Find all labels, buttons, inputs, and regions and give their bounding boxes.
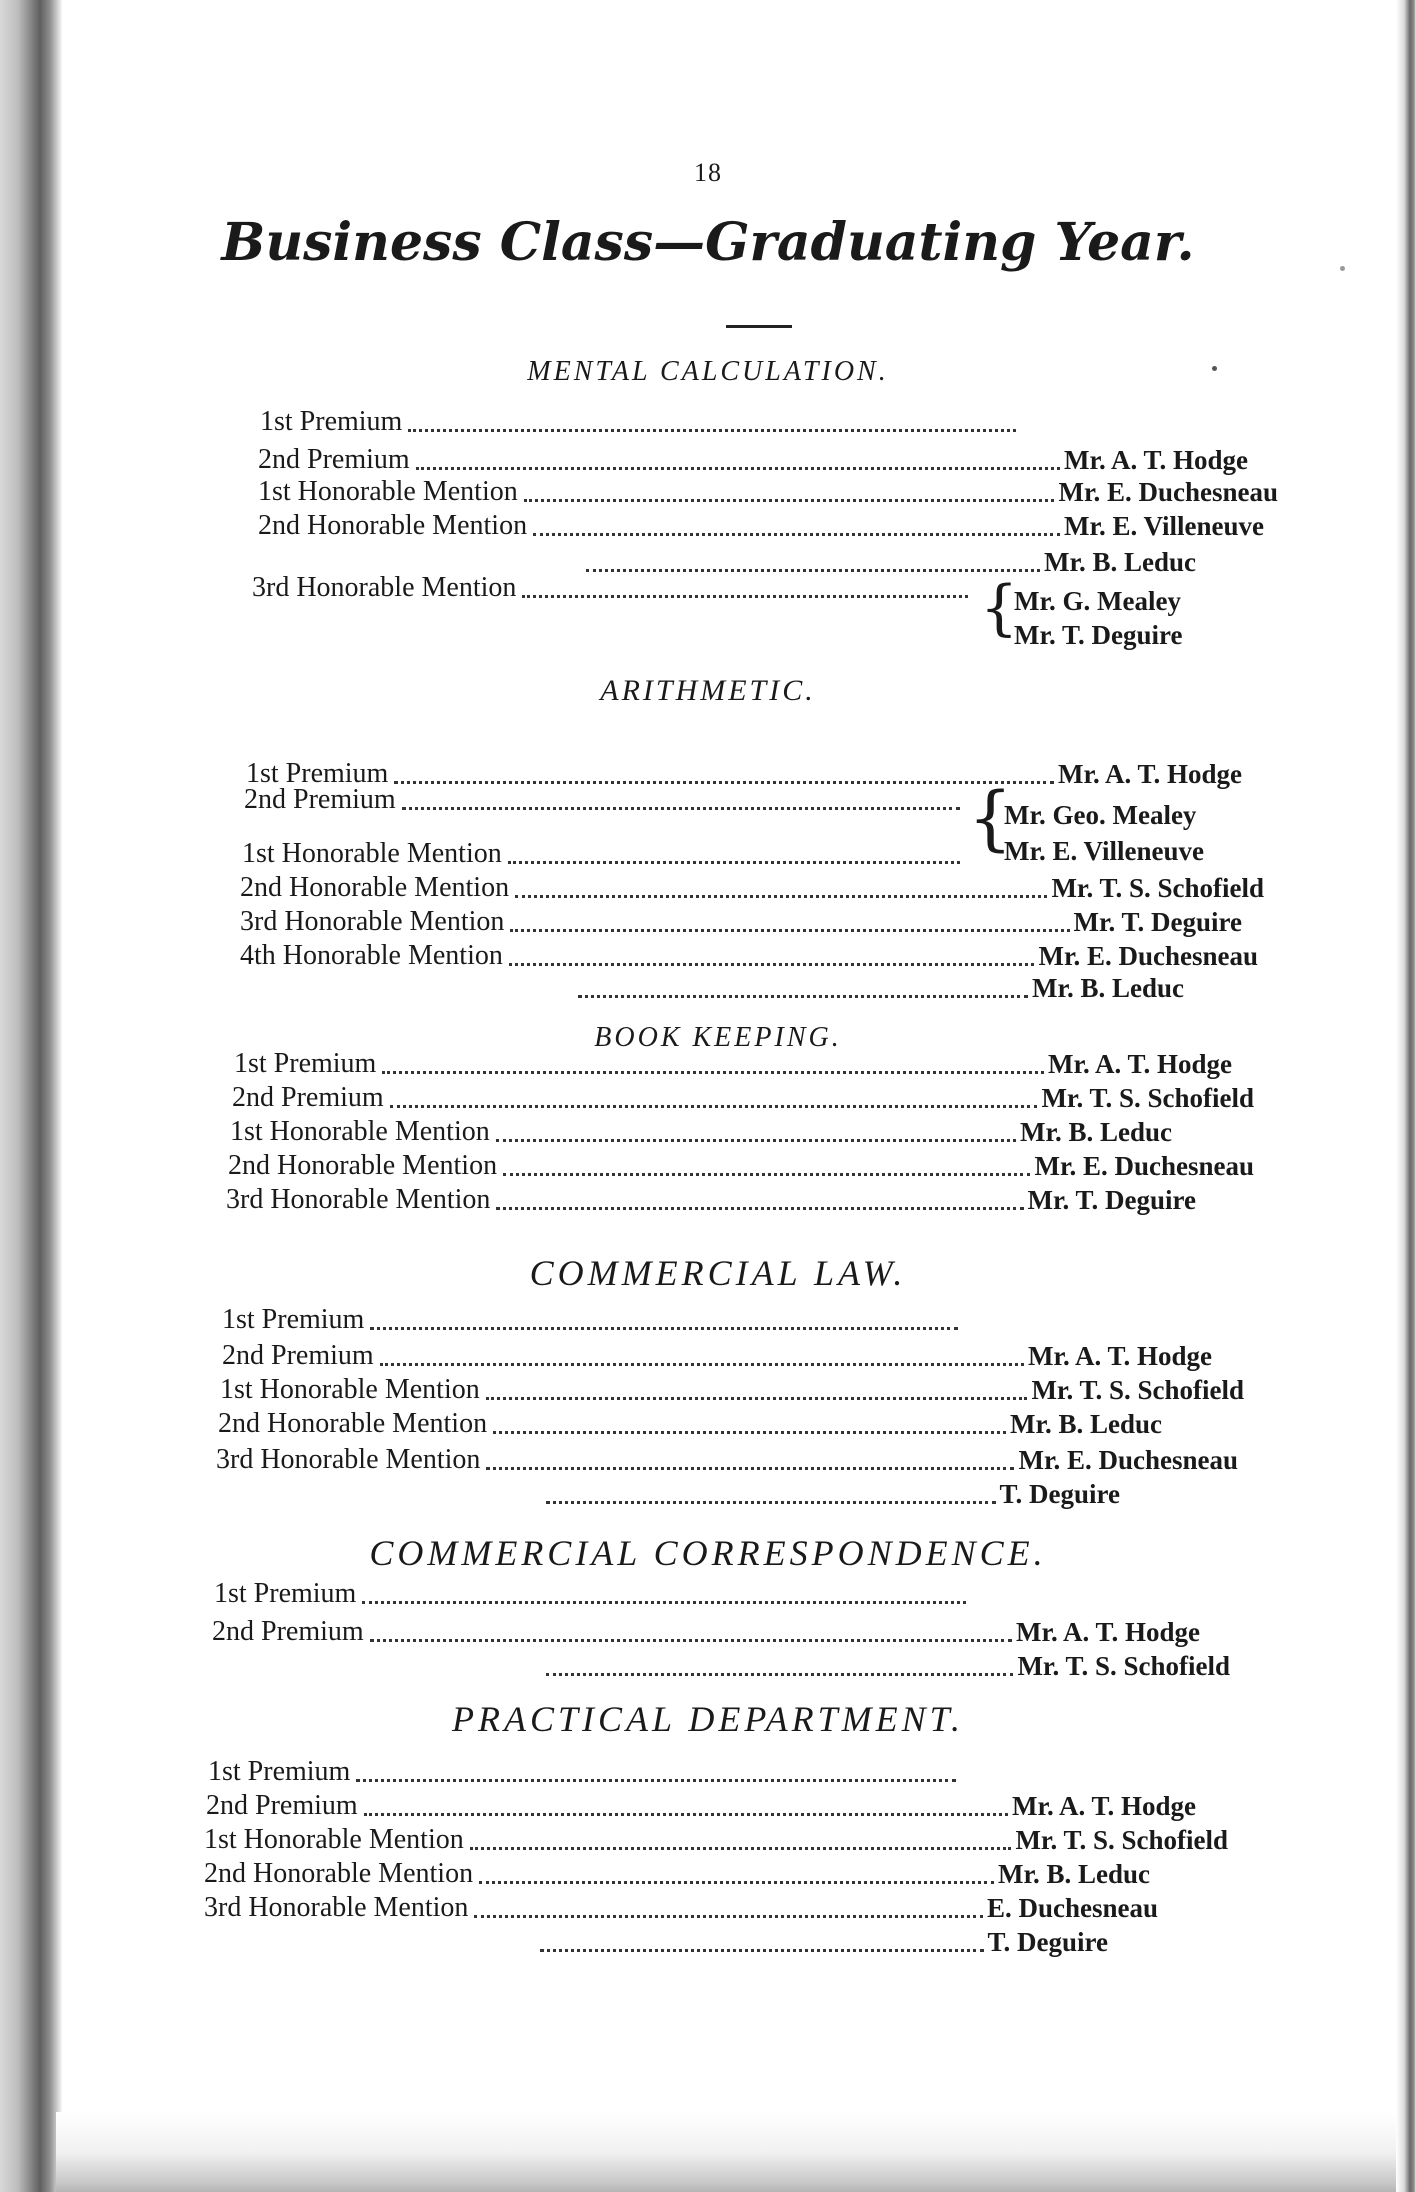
dot-leader [508,861,960,864]
award-label: 1st Premium [222,1304,365,1335]
dot-leader [370,1327,958,1330]
award-label: 2nd Honorable Mention [218,1408,488,1439]
section-heading-commercial-correspondence: COMMERCIAL CORRESPONDENCE. [369,1533,1047,1573]
award-row [534,1924,1108,1958]
page-title: Business Class—Graduating Year. [221,212,1195,273]
winner-name: Mr. T. S. Schofield [1051,873,1264,903]
award-label: 2nd Honorable Mention [258,510,528,541]
award-row [216,1442,1238,1476]
print-speck [1340,266,1345,271]
award-row [208,1754,960,1788]
winner-name: Mr. A. T. Hodge [1057,759,1242,789]
dot-leader [493,1431,1006,1434]
dot-leader [390,1105,1038,1108]
award-row [240,870,1264,904]
winner-name: Mr. T. Deguire [1073,907,1242,937]
award-row [258,442,1248,476]
award-label: 2nd Premium [206,1790,358,1821]
award-row-tied [244,782,964,816]
award-row [232,1080,1254,1114]
book-binding-shadow [0,0,62,2192]
section-heading-arithmetic: ARITHMETIC. [600,674,816,707]
section-heading-practical-department: PRACTICAL DEPARTMENT. [451,1699,965,1739]
winner-name: Mr. A. T. Hodge [1063,445,1248,475]
award-row-tied [242,836,964,870]
award-label: 1st Honorable Mention [230,1116,490,1147]
tie-brace: { [968,777,1013,859]
winner-name: Mr. T. S. Schofield [1015,1825,1228,1855]
award-row [226,1182,1196,1216]
award-label: 3rd Honorable Mention [240,906,505,937]
award-row [222,1338,1212,1372]
award-row [204,1822,1228,1856]
dot-leader [380,1363,1024,1366]
award-row [204,1890,1158,1924]
tie-brace: { [980,573,1019,643]
award-label: 3rd Honorable Mention [252,572,517,603]
award-label: 1st Premium [260,406,403,437]
award-label: 3rd Honorable Mention [226,1184,491,1215]
award-row-tied [252,570,972,604]
dot-leader [416,467,1060,470]
award-row [220,1372,1244,1406]
dot-leader [486,1397,1028,1400]
dot-leader [524,499,1055,502]
award-row [540,1648,1230,1682]
award-label: 3rd Honorable Mention [204,1892,469,1923]
award-label: 1st Premium [246,758,389,789]
winner-name: Mr. G. Mealey [1014,586,1181,616]
award-row [212,1614,1200,1648]
winner-name: E. Duchesneau [986,1893,1158,1923]
winner-name: Mr. A. T. Hodge [1015,1617,1200,1647]
award-row [540,1476,1120,1510]
dot-leader [510,929,1069,932]
winner-name: Mr. T. Deguire [1027,1185,1196,1215]
dot-leader [522,595,968,598]
award-row [258,508,1264,542]
award-row [222,1302,962,1336]
print-speck [1212,366,1217,371]
award-label: 2nd Honorable Mention [204,1858,474,1889]
award-row [572,970,1184,1004]
award-row [260,404,1020,438]
award-row [218,1406,1162,1440]
page-right-edge [1396,0,1416,2192]
winner-name: Mr. A. T. Hodge [1047,1049,1232,1079]
winner-name: Mr. T. S. Schofield [1041,1083,1254,1113]
title-rule [726,325,792,328]
award-label: 2nd Honorable Mention [228,1150,498,1181]
winner-name: Mr. T. S. Schofield [1017,1651,1230,1681]
award-label: 1st Premium [208,1756,351,1787]
dot-leader [546,1673,1013,1676]
winner-name: Mr. E. Duchesneau [1034,1151,1254,1181]
award-label: 2nd Premium [244,784,396,815]
award-row [240,938,1258,972]
dot-leader [382,1071,1044,1074]
winner-name: Mr. B. Leduc [1031,973,1184,1003]
dot-leader [486,1467,1014,1470]
dot-leader [408,429,1016,432]
award-label: 2nd Premium [232,1082,384,1113]
dot-leader [479,1881,994,1884]
winner-name: Mr. E. Duchesneau [1058,477,1278,507]
section-heading-commercial-law: COMMERCIAL LAW. [529,1253,907,1293]
winner-name: Mr. E. Duchesneau [1038,941,1258,971]
dot-leader [370,1639,1012,1642]
award-label: 2nd Honorable Mention [240,872,510,903]
dot-leader [509,963,1035,966]
award-row [214,1576,970,1610]
dot-leader [515,895,1047,898]
winner-name: Mr. Geo. Mealey [1004,800,1197,830]
award-row [206,1788,1196,1822]
winner-name: Mr. B. Leduc [997,1859,1150,1889]
winner-name: T. Deguire [999,1479,1120,1509]
dot-leader [402,807,960,810]
winner-name: Mr. A. T. Hodge [1011,1791,1196,1821]
award-row [240,904,1242,938]
dot-leader [474,1915,983,1918]
winner-name: T. Deguire [987,1927,1108,1957]
award-row [230,1114,1172,1148]
award-label: 1st Honorable Mention [258,476,518,507]
dot-leader [496,1207,1023,1210]
dot-leader [533,533,1060,536]
section-heading-book-keeping: BOOK KEEPING. [594,1022,842,1053]
award-label: 2nd Premium [222,1340,374,1371]
dot-leader [546,1501,996,1504]
award-row [258,474,1278,508]
award-label: 2nd Premium [212,1616,364,1647]
dot-leader [496,1139,1016,1142]
winner-name: Mr. A. T. Hodge [1027,1341,1212,1371]
section-heading-mental-calculation: MENTAL CALCULATION. [527,356,889,387]
award-label: 3rd Honorable Mention [216,1444,481,1475]
winner-name: Mr. B. Leduc [1043,547,1196,577]
dot-leader [503,1173,1030,1176]
dot-leader [364,1813,1008,1816]
award-label: 1st Honorable Mention [204,1824,464,1855]
award-label: 2nd Premium [258,444,410,475]
winner-name: Mr. T. Deguire [1014,620,1183,650]
award-row [234,1046,1232,1080]
award-label: 1st Premium [234,1048,377,1079]
award-label: 1st Honorable Mention [220,1374,480,1405]
winner-name: Mr. B. Leduc [1019,1117,1172,1147]
award-row [228,1148,1254,1182]
winner-name: Mr. E. Villeneuve [1064,511,1264,541]
page-bottom-edge [56,2112,1396,2192]
award-label: 1st Premium [214,1578,357,1609]
winner-name: Mr. B. Leduc [1009,1409,1162,1439]
dot-leader [470,1847,1012,1850]
award-label: 1st Honorable Mention [242,838,502,869]
dot-leader [578,995,1028,998]
dot-leader [362,1601,966,1604]
winner-name: Mr. T. S. Schofield [1031,1375,1244,1405]
page-number: 18 [694,158,722,187]
award-row [204,1856,1150,1890]
winner-name: Mr. E. Villeneuve [1004,836,1204,866]
winner-name: Mr. E. Duchesneau [1018,1445,1238,1475]
award-label: 4th Honorable Mention [240,940,503,971]
dot-leader [356,1779,956,1782]
dot-leader [540,1949,984,1952]
